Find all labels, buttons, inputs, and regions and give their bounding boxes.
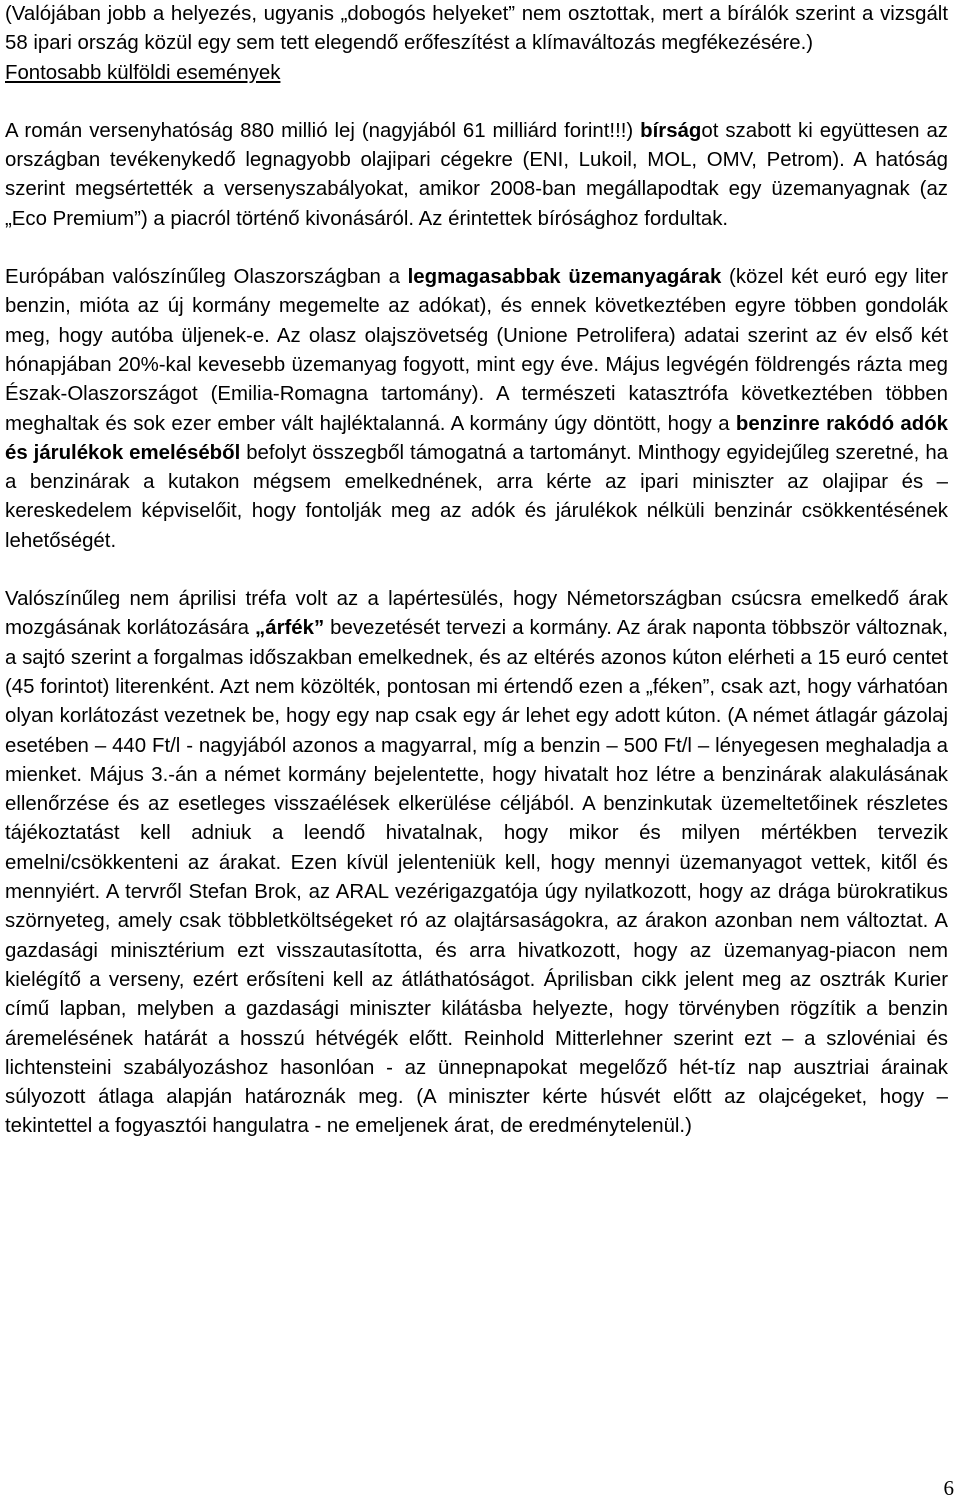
text-run: ot szabott ki együttesen az országban tevékenykedő legnagyobb olajipari cégekre (ENI, Lukoil, MOL, OMV, Petrom). A hatóság szerint megsértették a versenyszabályokat, amikor 2008-ban megállapodtak egy üzemanyagnak (az „Eco Premium”) a piacról történő kivonásáról. Az érintettek bírósághoz fordultak. bbox=[5, 119, 948, 230]
section-link-foreign-events[interactable]: Fontosabb külföldi események bbox=[5, 61, 281, 84]
page-number: 6 bbox=[943, 1476, 954, 1500]
text-run: befolyt összegből támogatná a tartományt. Minthogy egyidejűleg szeretné, ha a benzinárak a kutakon mégsem emelkednének, arra kérte az ipari miniszter az olajipar és – kereskedelem képviselőit, hogy fontolják meg az adók és járulékok nélküli benzinár csökkentésének lehetőségét. bbox=[5, 441, 949, 552]
document-body bbox=[5, 0, 948, 1142]
text-run: (közel két euró egy liter benzin, mióta az új kormány megemelte az adókat), és ennek következtében egyre többen gondolák meg, hogy autóba üljenek-e. Az olasz olajszövetség (Unione Petrolifera) adatai szerint az év első két hónapjában 20%-kal kevesebb üzemanyag fogyott, mint egy éve. Május legvégén földrengés rázta meg Észak-Olaszországot (Emilia-Romagna tartomány). A természeti katasztrófa következtében többen meghaltak és sok ezer ember vált hajléktalanná. A kormány úgy döntött, hogy a bbox=[5, 266, 948, 435]
bold-term-fine: bírság bbox=[640, 119, 702, 142]
bold-term-tax-increase: benzinre rakódó adók és járulékok emeléséből bbox=[5, 412, 949, 464]
text-run: A román versenyhatóság 880 millió lej (nagyjából 61 milliárd forint!!!) bbox=[5, 119, 641, 142]
paragraph-spacer bbox=[5, 234, 948, 263]
text-run: bevezetését tervezi a kormány. Az árak naponta többször változnak, a sajtó szerint a forgalmas időszakban emelkednek, és az eltérés azonos kúton elérheti a 15 euró centet (45 forintot) literenként. Azt nem közölték, pontosan mi értendő ezen a „féken”, csak azt, hogy várhatóan olyan korlátozást vezetnek be, hogy egy nap csak egy ár lehet egy adott kúton. (A német átlagár gázolaj esetében – 440 Ft/l - nagyjából azonos a magyarral, míg a benzin – 500 Ft/l – lényegesen meghaladja a mienket. Május 3.-án a német kormány bejelentette, hogy hivatalt hoz létre a benzinárak alakulásának ellenőrzése és az esetleges visszaélések elkerülése céljából. A benzinkutak üzemeltetőinek részletes tájékoztatást kell adniuk a leendő hivatalnak, hogy mikor és milyen mértékben tervezik emelni/csökkenteni az árakat. Ezen kívül jelenteniük kell, hogy mennyi üzemanyagot vettek, kitől és mennyiért. A tervről Stefan Brok, az ARAL vezérigazgatója úgy nyilatkozott, hogy az drága bürokratikus szörnyeteg, amely csak többletköltségeket ró az olajtársaságokra, az árakon azonban nem változtat. A gazdasági minisztérium ezt visszautasította, és arra hivatkozott, hogy az üzemanyag-piacon nem kielégítő a verseny, ezért erősíteni kell az átláthatóságot. Áprilisban cikk jelent meg az osztrák Kurier című lapban, melyben a gazdasági miniszter kilátásba helyezte, hogy törvényben rögzítik a benzin áremelésének határát a hosszú hétvégék előtt. Reinhold Mitterlehner szerint ezt – a szlovéniai és lichtensteini szabályozáshoz hasonlóan - az ünnepnapokat megelőző hét-tíz nap ausztriai árainak súlyozott átlaga alapján határoznák meg. (A miniszter kérte húsvét előtt az olajcégeket, hogy – tekintettel a fogyasztói hangulatra - ne emeljenek árat, de eredménytelenül.) bbox=[5, 617, 948, 1138]
paragraph-spacer bbox=[5, 88, 948, 117]
paragraph-spacer bbox=[5, 556, 948, 585]
intro-paragraph: (Valójában jobb a helyezés, ugyanis „dobogós helyeket” nem osztottak, mert a bírálók szerint a vizsgált 58 ipari ország közül egy sem tett elegendő erőfeszítést a klímaváltozás megfékezésére.) bbox=[5, 3, 948, 55]
paragraph-romanian-fine bbox=[5, 117, 948, 234]
paragraph-italy-prices bbox=[5, 263, 948, 556]
bold-term-price-brake: „árfék” bbox=[255, 617, 325, 640]
text-run: Valószínűleg nem áprilisi tréfa volt az a lapértesülés, hogy Németországban csúcsra emelkedő árak mozgásának korlátozására bbox=[5, 588, 948, 640]
bold-term-highest-prices: legmagasabbak üzemanyagárak bbox=[407, 266, 722, 289]
paragraph-germany-price-brake bbox=[5, 585, 948, 1142]
text-run: Európában valószínűleg Olaszországban a bbox=[5, 266, 408, 289]
